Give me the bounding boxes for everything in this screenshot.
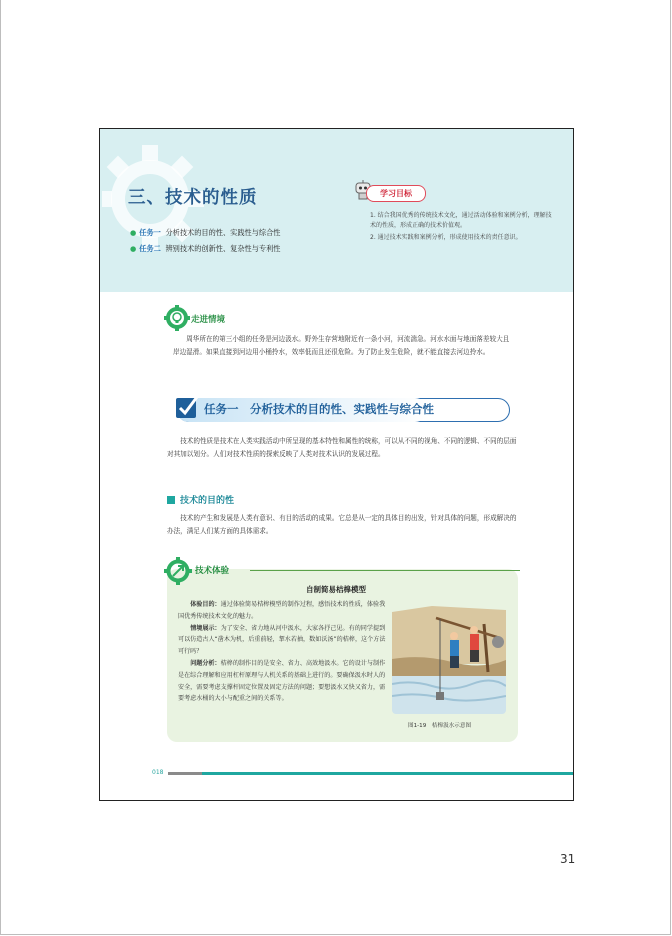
purpose-heading <box>167 493 234 506</box>
experience-paragraph <box>178 599 391 623</box>
bullet-icon: ● <box>130 228 137 237</box>
task1-intro: 技术的性质是技术在人类实践活动中所呈现的基本特性和属性的统称，可以从不同的视角、不同的逻辑、不同的层面对其加以划分。人们对技术性质的探索反映了人类对技术认识的发展过程。 <box>167 437 517 458</box>
experience-divider <box>250 570 520 571</box>
paragraph-body: 通过体验简易桔槔模型的制作过程，感悟技术的性质，体验我国优秀传统技术文化的魅力。 <box>178 601 386 620</box>
scenario-gear-icon <box>164 305 190 331</box>
paragraph-body: 桔槔的制作目的是安全、省力、高效地汲水。它的设计与制作是在综合理解和应用杠杆原理与人机关系的基础上进行的。要确保汲水时人的安全，需要考虑支撑杆固定位置及固定方法的问题；要想汲水又快又省力，需要考虑水桶的大小与配重之间的关系等。 <box>178 659 386 703</box>
paragraph-lead: 体验目的： <box>190 601 221 608</box>
purpose-text: 技术的产生和发展是人类有意识、有目的活动的成果。它总是从一定的具体目的出发，针对具体的问题，形成解决的办法，满足人们某方面的具体需求。 <box>167 514 517 535</box>
chapter-task-2 <box>130 244 280 254</box>
chapter-task-1 <box>130 228 280 238</box>
page-number: 31 <box>560 852 576 866</box>
task-text: 辨别技术的创新性、复杂性与专利性 <box>165 244 281 253</box>
goal-item: 2. 通过技术实践和案例分析，形成使用技术的责任意识。 <box>370 234 522 241</box>
paragraph-lead: 情境展示： <box>190 624 221 632</box>
experience-paragraph <box>178 658 391 705</box>
well-sweep-illustration <box>392 604 506 714</box>
chapter-title: 三、技术的性质 <box>128 188 258 208</box>
scenario-label: 走进情境 <box>191 315 226 325</box>
learning-goals-list <box>370 211 555 246</box>
experience-body <box>178 599 391 705</box>
book-page <box>99 128 574 801</box>
experience-label: 技术体验 <box>195 566 230 576</box>
figure-caption: 图1-19 桔槔汲水示意图 <box>408 723 472 729</box>
experience-title: 自制简易桔槔模型 <box>306 585 366 594</box>
bullet-icon: ● <box>130 244 137 253</box>
experience-gear-icon <box>164 557 192 585</box>
purpose-heading-text: 技术的目的性 <box>180 496 235 506</box>
task1-title: 任务一 分析技术的目的性、实践性与综合性 <box>204 402 434 416</box>
goal-item: 1. 结合我国优秀的传统技术文化，通过活动体验和案例分析，理解技术的性质，形成正确的技术价值观。 <box>370 212 552 229</box>
task-text: 分析技术的目的性、实践性与综合性 <box>165 228 281 237</box>
learning-goals-badge: 学习目标 <box>366 185 426 202</box>
paragraph-body: 为了安全、省力地从河中汲水，大家各抒己见。有的同学提到可以仿造古人“凿木为机，后重前轻，挈水若抽，数如沃汤”的桔槔，这个方法可行吗？ <box>178 624 386 656</box>
footer-page-code: 018 <box>152 769 164 776</box>
experience-paragraph <box>178 623 391 658</box>
task-number: 任务二 <box>139 244 161 253</box>
paragraph-lead: 问题分析： <box>190 659 221 667</box>
scenario-text: 周华所在的第三小组的任务是河边汲水。野外生存营地附近有一条小河，河流湍急。河水水面与地面落差较大且岸边湿滑。如果直接到河边用小桶拎水，效率低而且还很危险。为了防止发生危险，就不能直接去河边拎水。 <box>173 335 510 356</box>
square-bullet-icon <box>167 496 175 504</box>
footer-bar-gray <box>168 772 202 775</box>
checkmark-icon <box>173 393 199 421</box>
footer-bar-teal <box>202 772 573 775</box>
chapter-header <box>100 129 573 292</box>
task-number: 任务一 <box>139 228 161 237</box>
